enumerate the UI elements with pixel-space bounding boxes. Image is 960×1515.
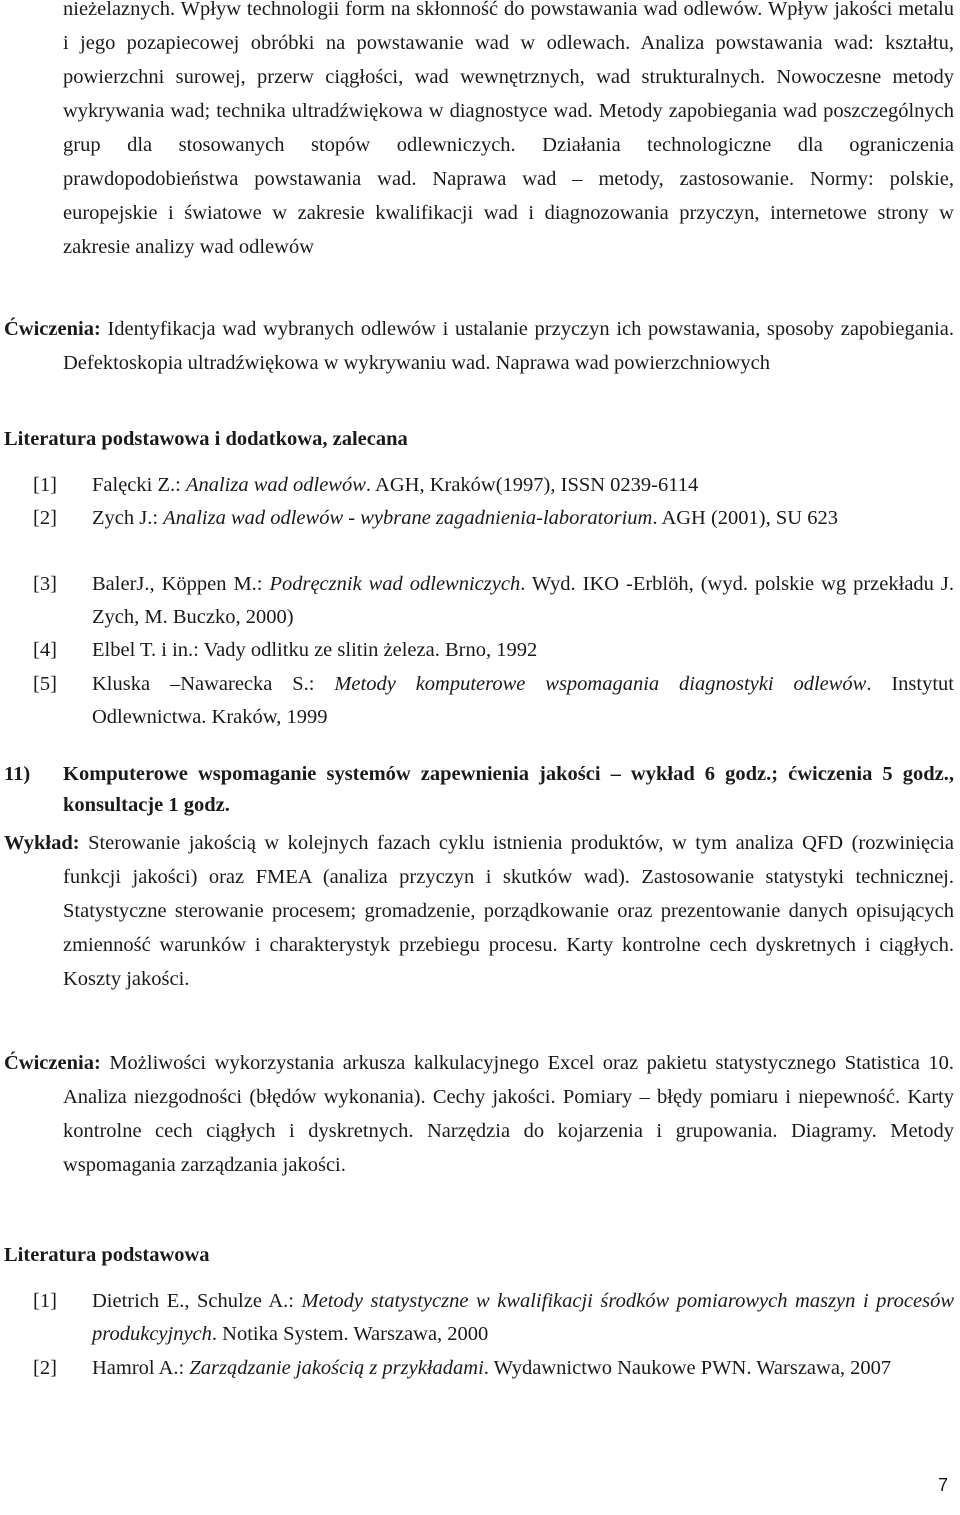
reference-title: Zarządzanie jakością z przykładami bbox=[189, 1357, 484, 1379]
reference-title: Analiza wad odlewów - wybrane zagadnienia-laboratorium bbox=[163, 507, 653, 529]
reference-number: [5] bbox=[33, 673, 57, 695]
reference-item bbox=[33, 568, 954, 634]
reference-title: Vady odlitku ze slitin żeleza bbox=[203, 639, 435, 661]
section-title: Komputerowe wspomaganie systemów zapewnienia jakości – wykład 6 godz.; ćwiczenia 5 godz., konsultacje 1 godz. bbox=[63, 763, 954, 816]
reference-title: Metody statystyczne w kwalifikacji środków pomiarowych maszyn i procesów produkcyjnych bbox=[92, 1290, 954, 1345]
reference-number: [2] bbox=[33, 507, 57, 529]
reference-authors: Kluska –Nawarecka S.: bbox=[92, 673, 335, 695]
reference-number: [1] bbox=[33, 474, 57, 496]
reference-details: . AGH, Kraków(1997), ISSN 0239-6114 bbox=[365, 474, 699, 496]
exercises-text: Możliwości wykorzystania arkusza kalkulacyjnego Excel oraz pakietu statystycznego Statistica 10. Analiza niezgodności (błędów wykonania). Cechy jakości. Pomiary – błędy pomiaru i niepewność. Karty kontrolne cech ciągłych i dyskretnych. Narzędzia do kojarzenia i grupowania. Diagramy. Metody wspomagania zarządzania jakości. bbox=[63, 1052, 954, 1176]
reference-title: Metody komputerowe wspomagania diagnostyki odlewów bbox=[334, 673, 867, 695]
exercises-paragraph bbox=[4, 312, 954, 380]
reference-authors: BalerJ., Köppen M.: bbox=[92, 573, 270, 595]
reference-number: [3] bbox=[33, 573, 57, 595]
reference-details: . AGH (2001), SU 623 bbox=[652, 507, 838, 529]
section-number: 11) bbox=[4, 763, 31, 785]
lecture-lead: Wykład: bbox=[4, 832, 80, 854]
exercises-paragraph bbox=[4, 1046, 954, 1182]
page-number: 7 bbox=[937, 1475, 948, 1495]
reference-item bbox=[33, 668, 954, 734]
reference-authors: Falęcki Z.: bbox=[92, 474, 186, 496]
reference-details: . Wyd. IKO -Erblöh, (wyd. polskie wg przekładu J. Zych, M. Buczko, 2000) bbox=[92, 573, 954, 628]
reference-details: . Wydawnictwo Naukowe PWN. Warszawa, 2007 bbox=[483, 1357, 892, 1379]
reference-details: . Notika System. Warszawa, 2000 bbox=[211, 1323, 489, 1345]
exercises-lead: Ćwiczenia: bbox=[4, 318, 101, 340]
reference-details: . Instytut Odlewnictwa. Kraków, 1999 bbox=[92, 673, 954, 728]
section-heading bbox=[4, 759, 954, 821]
exercises-text: Identyfikacja wad wybranych odlewów i ustalanie przyczyn ich powstawania, sposoby zapobiegania. Defektoskopia ultradźwiękowa w wykrywaniu wad. Naprawa wad powierzchniowych bbox=[63, 318, 954, 374]
reference-details: . Brno, 1992 bbox=[434, 639, 538, 661]
reference-authors: Zych J.: bbox=[92, 507, 164, 529]
reference-authors: Dietrich E., Schulze A.: bbox=[92, 1290, 302, 1312]
reference-item bbox=[33, 634, 954, 667]
reference-number: [1] bbox=[33, 1290, 57, 1312]
reference-authors: Elbel T. i in.: bbox=[92, 639, 204, 661]
literature-heading: Literatura podstawowa bbox=[4, 1244, 210, 1266]
reference-title: Podręcznik wad odlewniczych bbox=[269, 573, 521, 595]
reference-item bbox=[33, 469, 954, 502]
exercises-lead: Ćwiczenia: bbox=[4, 1052, 101, 1074]
lecture-paragraph bbox=[4, 826, 954, 996]
lecture-text: Sterowanie jakością w kolejnych fazach cyklu istnienia produktów, w tym analiza QFD (rozwinięcia funkcji jakości) oraz FMEA (analiza przyczyn i skutków wad). Zastosowanie statystyki technicznej. Statystyczne sterowanie procesem; gromadzenie, porządkowanie oraz prezentowanie danych opisujących zmienność warunków i charakterystyk przebiegu procesu. Karty kontrolne cech dyskretnych i ciągłych. Koszty jakości. bbox=[63, 832, 955, 990]
reference-item bbox=[33, 1352, 954, 1385]
reference-number: [2] bbox=[33, 1357, 57, 1379]
course-content-paragraph: nieżelaznych. Wpływ technologii form na skłonność do powstawania wad odlewów. Wpływ jakości metalu i jego pozapiecowej obróbki na powstawanie wad w odlewach. Analiza powstawania wad: kształtu, powierzchni surowej, przerw ciągłości, wad wewnętrznych, wad strukturalnych. Nowoczesne metody wykrywania wad; technika ultradźwiękowa w diagnostyce wad. Metody zapobiegania wad poszczególnych grup dla stosowanych stopów odlewniczych. Działania technologiczne dla ograniczenia prawdopodobieństwa powstawania wad. Naprawa wad – metody, zastosowanie. Normy: polskie, europejskie i światowe w zakresie kwalifikacji wad i diagnozowania przyczyn, internetowe strony w zakresie analizy wad odlewów bbox=[63, 0, 954, 258]
literature-heading: Literatura podstawowa i dodatkowa, zalecana bbox=[4, 428, 408, 450]
reference-number: [4] bbox=[33, 639, 57, 661]
reference-title: Analiza wad odlewów bbox=[185, 474, 366, 496]
reference-item bbox=[33, 1285, 954, 1351]
reference-authors: Hamrol A.: bbox=[92, 1357, 190, 1379]
reference-item bbox=[33, 502, 954, 535]
